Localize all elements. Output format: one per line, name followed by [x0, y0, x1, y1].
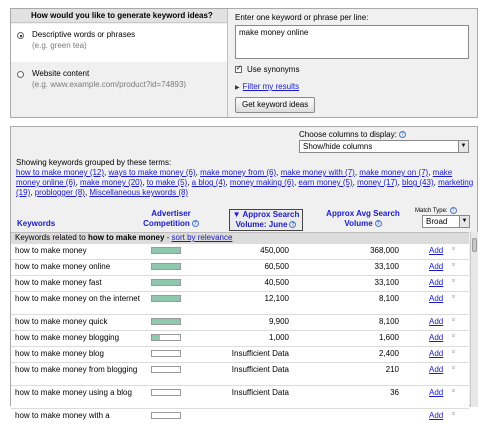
group-term-separator: , — [293, 178, 299, 187]
radio-website-content[interactable] — [17, 71, 24, 78]
group-term-link[interactable]: ways to make money (6) — [108, 168, 196, 177]
filter-results-toggle[interactable] — [235, 82, 299, 91]
table-row — [11, 330, 469, 346]
search-volume-cell: Insufficient Data — [231, 349, 289, 358]
match-type-label — [415, 207, 457, 214]
avg-search-volume-cell: 210 — [385, 365, 399, 374]
keyword-input-section — [229, 9, 477, 117]
double-chevron-icon[interactable]: » — [449, 388, 457, 393]
group-term-link[interactable]: problogger (8) — [34, 188, 85, 197]
group-term-link[interactable]: to make (5) — [146, 178, 188, 187]
keyword-cell: how to make money on the internet — [15, 294, 140, 303]
competition-bar — [151, 318, 181, 325]
search-volume-cell: 450,000 — [260, 246, 289, 255]
group-term-link[interactable]: how to make money (12) — [16, 168, 105, 177]
group-term-link[interactable]: make money (20) — [80, 178, 143, 187]
table-row — [11, 314, 469, 330]
avg-search-volume-cell: 8,100 — [378, 317, 399, 326]
double-chevron-icon[interactable]: » — [449, 294, 457, 299]
table-row — [11, 259, 469, 275]
group-term-link[interactable]: make money with (7) — [280, 168, 355, 177]
avg-search-volume-cell: 368,000 — [370, 246, 399, 255]
group-term-separator: , — [225, 178, 230, 187]
keyword-cell: how to make money fast — [15, 278, 102, 287]
add-keyword-link[interactable]: Add — [429, 246, 444, 255]
column-keywords[interactable]: Keywords — [17, 219, 56, 228]
option-descriptive-words[interactable] — [11, 24, 227, 62]
avg-search-volume-cell: 2,400 — [378, 349, 399, 358]
related-keywords-bar — [11, 232, 469, 243]
competition-bar-fill — [152, 248, 180, 253]
keyword-ideas-panel — [10, 8, 478, 118]
help-icon[interactable]: ? — [376, 221, 380, 228]
keyword-cell: how to make money from blogging — [15, 365, 138, 374]
group-term-link[interactable]: Miscellaneous keywords (8) — [89, 188, 189, 197]
avg-search-volume-cell: 1,600 — [378, 333, 399, 342]
table-row — [11, 408, 469, 424]
search-volume-cell: 1,000 — [268, 333, 289, 342]
table-row — [11, 362, 469, 385]
table-row — [11, 275, 469, 291]
double-chevron-icon[interactable]: » — [449, 262, 457, 267]
group-term-separator: , — [352, 178, 358, 187]
column-search-volume-label: ▼ Approx Search Volume: June — [232, 210, 300, 229]
group-term-link[interactable]: blog (43) — [402, 178, 434, 187]
keyword-cell: how to make money — [15, 246, 87, 255]
grouped-terms-label: Showing keywords grouped by these terms: — [16, 158, 172, 167]
keyword-cell: how to make money blogging — [15, 333, 120, 342]
columns-select[interactable] — [299, 140, 469, 153]
add-keyword-link[interactable]: Add — [429, 262, 444, 271]
filter-results-link[interactable]: Filter my results — [242, 82, 300, 91]
column-advertiser-competition-label: Advertiser Competition — [143, 209, 191, 228]
keyword-cell: how to make money online — [15, 262, 111, 271]
avg-search-volume-cell: 33,100 — [374, 262, 399, 271]
scrollbar-thumb[interactable] — [472, 238, 477, 252]
columns-select-value: Show/hide columns — [303, 142, 373, 151]
option-website-content-hint: (e.g. www.example.com/product?id=74893) — [32, 80, 187, 89]
competition-bar — [151, 247, 181, 254]
search-volume-cell: 9,900 — [268, 317, 289, 326]
group-term-separator: , — [104, 168, 109, 177]
group-terms-list — [16, 168, 474, 198]
search-volume-cell: Insufficient Data — [231, 365, 289, 374]
expand-triangle-icon: ▶ — [235, 85, 240, 91]
add-keyword-link[interactable]: Add — [429, 317, 444, 326]
competition-bar — [151, 389, 181, 396]
help-icon[interactable]: ? — [193, 221, 197, 228]
keyword-cell: how to make money quick — [15, 317, 108, 326]
add-keyword-link[interactable]: Add — [429, 365, 444, 374]
keyword-input[interactable] — [235, 25, 469, 59]
option-website-content-label: Website content — [32, 69, 90, 78]
group-term-link[interactable]: marketing (19) — [16, 178, 474, 197]
idea-source-section — [11, 9, 228, 117]
related-prefix: Keywords related to — [15, 233, 88, 242]
group-term-link[interactable]: a blog (4) — [191, 178, 226, 187]
group-term-separator: , — [187, 178, 192, 187]
column-avg-search-volume[interactable] — [317, 209, 409, 229]
search-volume-cell: 60,500 — [264, 262, 289, 271]
option-descriptive-words-label: Descriptive words or phrases — [32, 30, 136, 39]
group-term-link[interactable]: make money online (6) — [16, 168, 453, 187]
keyword-cell: how to make money with a — [15, 411, 110, 420]
competition-bar-fill — [152, 296, 180, 301]
table-row — [11, 243, 469, 259]
columns-label — [299, 130, 406, 139]
double-chevron-icon[interactable]: » — [449, 411, 457, 416]
help-icon[interactable]: ? — [450, 207, 457, 214]
competition-bar-fill — [152, 319, 180, 324]
option-website-content[interactable] — [11, 63, 227, 117]
search-volume-cell: 12,100 — [264, 294, 289, 303]
competition-bar — [151, 412, 181, 419]
group-term-separator: , — [433, 178, 439, 187]
group-term-separator: , — [397, 178, 403, 187]
results-scrollbar[interactable] — [470, 232, 478, 407]
competition-bar — [151, 279, 181, 286]
dropdown-arrow-icon: ▼ — [459, 216, 469, 227]
get-keyword-ideas-button[interactable]: Get keyword ideas — [235, 97, 315, 113]
dropdown-arrow-icon: ▼ — [458, 141, 468, 152]
use-synonyms-checkbox[interactable] — [235, 66, 242, 73]
match-type-label-text: Match Type: — [415, 208, 448, 215]
keyword-cell: how to make money using a blog — [15, 388, 132, 397]
columns-label-text: Choose columns to display: — [299, 130, 397, 139]
group-term-link[interactable]: make money from (6) — [200, 168, 277, 177]
group-term-link[interactable]: earn money (5) — [298, 178, 353, 187]
group-term-link[interactable]: money making (6) — [229, 178, 294, 187]
avg-search-volume-cell: 8,100 — [378, 294, 399, 303]
group-term-separator: , — [354, 168, 360, 177]
radio-descriptive-words[interactable] — [17, 32, 24, 39]
option-descriptive-words-hint: (e.g. green tea) — [32, 41, 87, 50]
column-avg-search-volume-label: Approx Avg Search Volume — [326, 209, 400, 228]
help-icon[interactable]: ? — [291, 222, 295, 229]
competition-bar-fill — [152, 264, 180, 269]
add-keyword-link[interactable]: Add — [429, 294, 444, 303]
keyword-input-label: Enter one keyword or phrase per line: — [235, 13, 369, 22]
competition-bar — [151, 366, 181, 373]
add-keyword-link[interactable]: Add — [429, 388, 444, 397]
competition-bar — [151, 263, 181, 270]
group-term-link[interactable]: make money on (7) — [359, 168, 429, 177]
add-keyword-link[interactable]: Add — [429, 349, 444, 358]
competition-bar — [151, 334, 181, 341]
add-keyword-link[interactable]: Add — [429, 411, 444, 420]
group-term-separator: , — [195, 168, 201, 177]
sort-by-relevance-link[interactable]: sort by relevance — [171, 233, 233, 242]
match-type-select-value: Broad — [426, 217, 448, 226]
avg-search-volume-cell: 36 — [390, 388, 399, 397]
group-term-link[interactable]: money (17) — [357, 178, 398, 187]
match-type-select[interactable] — [422, 215, 470, 228]
help-icon[interactable]: ? — [399, 131, 406, 138]
table-row — [11, 346, 469, 362]
search-volume-cell: Insufficient Data — [231, 388, 289, 397]
add-keyword-link[interactable]: Add — [429, 333, 444, 342]
group-term-separator: , — [84, 188, 90, 197]
competition-bar-fill — [152, 280, 180, 285]
column-search-volume[interactable] — [229, 209, 303, 231]
double-chevron-icon[interactable]: » — [449, 278, 457, 283]
avg-search-volume-cell: 33,100 — [374, 278, 399, 287]
table-row — [11, 385, 469, 408]
group-term-separator: , — [75, 178, 81, 187]
competition-bar — [151, 295, 181, 302]
group-term-separator: , — [142, 178, 147, 187]
double-chevron-icon[interactable]: » — [449, 246, 457, 251]
double-chevron-icon[interactable]: » — [449, 317, 457, 322]
competition-bar — [151, 350, 181, 357]
related-term: how to make money — [87, 233, 165, 242]
search-volume-cell: 40,500 — [264, 278, 289, 287]
group-term-separator: , — [428, 168, 433, 177]
group-term-separator: , — [276, 168, 281, 177]
table-row — [11, 291, 469, 314]
add-keyword-link[interactable]: Add — [429, 278, 444, 287]
keyword-cell: how to make money blog — [15, 349, 104, 358]
competition-bar-fill — [152, 335, 160, 340]
column-advertiser-competition[interactable] — [139, 209, 203, 229]
double-chevron-icon[interactable]: » — [449, 365, 457, 370]
idea-source-question: How would you like to generate keyword ideas? — [11, 9, 227, 23]
use-synonyms-label: Use synonyms — [247, 65, 300, 74]
double-chevron-icon[interactable]: » — [449, 349, 457, 354]
group-term-separator: , — [30, 188, 35, 197]
keyword-results-panel — [10, 126, 478, 420]
related-separator: - — [164, 233, 172, 242]
double-chevron-icon[interactable]: » — [449, 333, 457, 338]
